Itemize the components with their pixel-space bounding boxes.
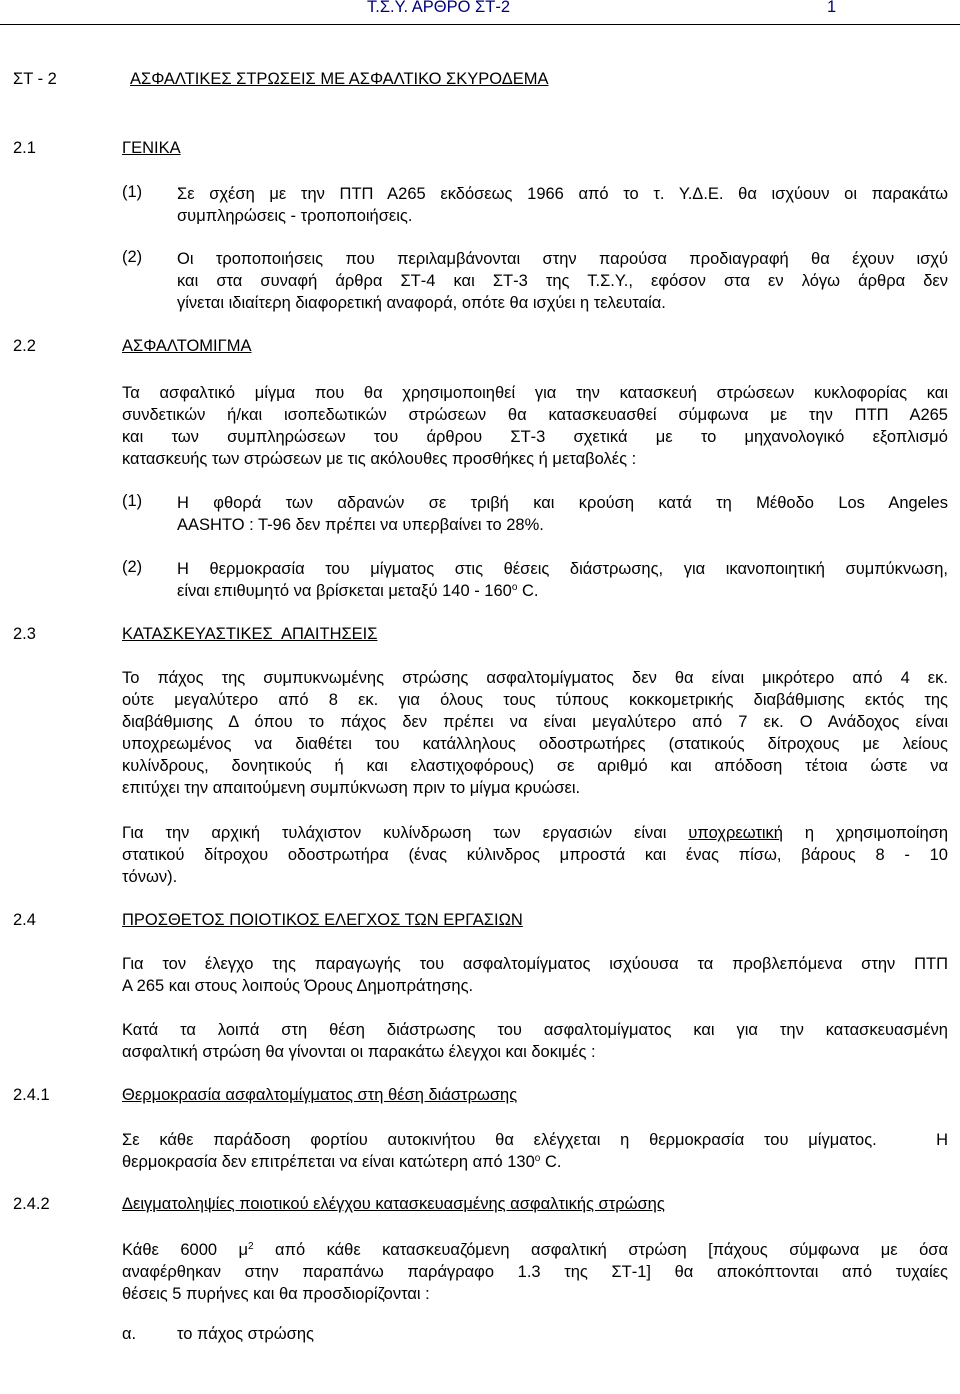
- page-number: 1: [827, 0, 837, 16]
- section-2-2-number: 2.2: [13, 337, 36, 355]
- item-number: (1): [122, 492, 143, 510]
- list-item-text: Οι τροποποιήσεις που περιλαμβάνονται στην παρούσα προδιαγραφή θα έχουν ισχύ και στα συναφή άρθρα ΣΤ-4 και ΣΤ-3 της Τ.Σ.Υ., εφόσον στα εν λόγω άρθρα δεν γίνεται ιδιαίτερη διαφορετική αναφορά, οπότε θα ισχύει η τελευταία.: [177, 250, 948, 312]
- list-item-text: Σε σχέση με την ΠΤΠ Α265 εκδόσεως 1966 από το τ. Υ.Δ.Ε. θα ισχύουν οι παρακάτω συμπληρώσεις - τροποποιήσεις.: [177, 185, 948, 225]
- section-2-4-paragraph-1: Για τον έλεγχο της παραγωγής του ασφαλτομίγματος ισχύουσα τα προβλεπόμενα στην ΠΤΠ Α 265 και στους λοιπούς Όρους Δημοπράτησης.: [122, 955, 948, 995]
- section-2-2-title: ΑΣΦΑΛΤΟΜΙΓΜΑ: [122, 337, 252, 355]
- article-number: ΣΤ - 2: [13, 70, 57, 88]
- item-number: (1): [122, 183, 143, 201]
- section-2-4-2-number: 2.4.2: [13, 1195, 50, 1213]
- article-title: ΑΣΦΑΛΤΙΚΕΣ ΣΤΡΩΣΕΙΣ ΜΕ ΑΣΦΑΛΤΙΚΟ ΣΚΥΡΟΔΕΜΑ: [130, 70, 549, 88]
- section-2-4-paragraph-2: Κατά τα λοιπά στη θέση διάστρωσης του ασφαλτομίγματος και για την κατασκευασμένη ασφαλτική στρώση θα γίνονται οι παρακάτω έλεγχοι και δοκιμές :: [122, 1021, 948, 1061]
- sub-item-marker: α.: [122, 1325, 137, 1343]
- item-number: (2): [122, 248, 143, 266]
- section-2-4-title: ΠΡΟΣΘΕΤΟΣ ΠΟΙΟΤΙΚΟΣ ΕΛΕΓΧΟΣ ΤΩΝ ΕΡΓΑΣΙΩΝ: [122, 911, 523, 929]
- section-2-3-number: 2.3: [13, 625, 36, 643]
- section-2-3-paragraph-2: Για την αρχική τυλάχιστον κυλίνδρωση των εργασιών είναι υποχρεωτική η χρησιμοποίηση στατικού δίτροχου οδοστρωτήρα (ένας κύλινδρος μπροστά και ένας πίσω, βάρους 8 - 10 τόνων).: [122, 824, 948, 886]
- section-2-4-1-paragraph: Σε κάθε παράδοση φορτίου αυτοκινήτου θα ελέγχεται η θερμοκρασία του μίγματος. Η θερμοκρασία δεν επιτρέπεται να είναι κατώτερη από $130^o$ C.: [122, 1131, 948, 1171]
- header-title: Τ.Σ.Υ. ΑΡΘΡΟ ΣΤ-2: [367, 0, 511, 16]
- section-2-3-paragraph-1: Το πάχος της συμπυκνωμένης στρώσης ασφαλτομίγματος δεν θα είναι μικρότερο από 4 εκ. ούτε μεγαλύτερο από 8 εκ. για όλους τους τύπους κοκκομετρικής διαβάθμισης εκτός της διαβάθμισης Δ όπου το πάχος δεν πρέπει να είναι μεγαλύτερο από 7 εκ. Ο Ανάδοχος είναι υποχρεωμένος να διαθέτει του κατάλληλους οδοστρωτήρες (στατικούς δίτροχους με λείους κυλίνδρους, δονητικούς ή και ελαστιχοφόρους) σε αριθμό και απόδοση τέτοια ώστε να επιτύχει την απαιτούμενη συμπύκνωση πριν το μίγμα κρυώσει.: [122, 669, 948, 797]
- item-number: (2): [122, 558, 143, 576]
- sub-item-text: το πάχος στρώσης: [177, 1325, 314, 1343]
- section-2-1-number: 2.1: [13, 139, 36, 157]
- section-2-4-1-number: 2.4.1: [13, 1086, 50, 1104]
- section-2-1-title: ΓΕΝΙΚΑ: [122, 139, 181, 157]
- section-2-2-intro: Τα ασφαλτικό μίγμα που θα χρησιμοποιηθεί για την κατασκευή στρώσεων κυκλοφορίας και συνδετικών ή/και ισοπεδωτικών στρώσεων θα κατασκευασθεί σύμφωνα με την ΠΤΠ Α265 και των συμπληρώσεων του άρθρου ΣΤ-3 σχετικά με το μηχανολογικό εξοπλισμό κατασκευής των στρώσεων με τις ακόλουθες προσθήκες ή μεταβολές :: [122, 384, 948, 468]
- section-2-3-title: ΚΑΤΑΣΚΕΥΑΣΤΙΚΕΣ ΑΠΑΙΤΗΣΕΙΣ: [122, 625, 378, 643]
- section-2-4-number: 2.4: [13, 911, 36, 929]
- section-2-4-2-paragraph: Κάθε 6000 $\mu^2$ από κάθε κατασκευαζόμενη ασφαλτική στρώση [πάχους σύμφωνα με όσα αναφέρθηκαν στην παραπάνω παράγραφο 1.3 της ΣΤ-1] θα αποκόπτονται από τυχαίες θέσεις 5 πυρήνες και θα προσδιορίζονται :: [122, 1241, 948, 1303]
- page-header: [0, 0, 960, 26]
- list-item-text: Η φθορά των αδρανών σε τριβή και κρούση κατά τη Μέθοδο Los Angeles AASHTO : T-96 δεν πρέπει να υπερβαίνει το 28%.: [177, 494, 948, 534]
- list-item-text: Η θερμοκρασία του μίγματος στις θέσεις διάστρωσης, για ικανοποιητική συμπύκνωση, είναι επιθυμητό να βρίσκεται μεταξύ $140 - 160^o$ C.: [177, 560, 948, 600]
- section-2-4-1-title: Θερμοκρασία ασφαλτομίγματος στη θέση διάστρωσης: [122, 1086, 518, 1104]
- header-divider: [0, 24, 960, 25]
- section-2-4-2-title: Δειγματοληψίες ποιοτικού ελέγχου κατασκευασμένης ασφαλτικής στρώσης: [122, 1195, 665, 1213]
